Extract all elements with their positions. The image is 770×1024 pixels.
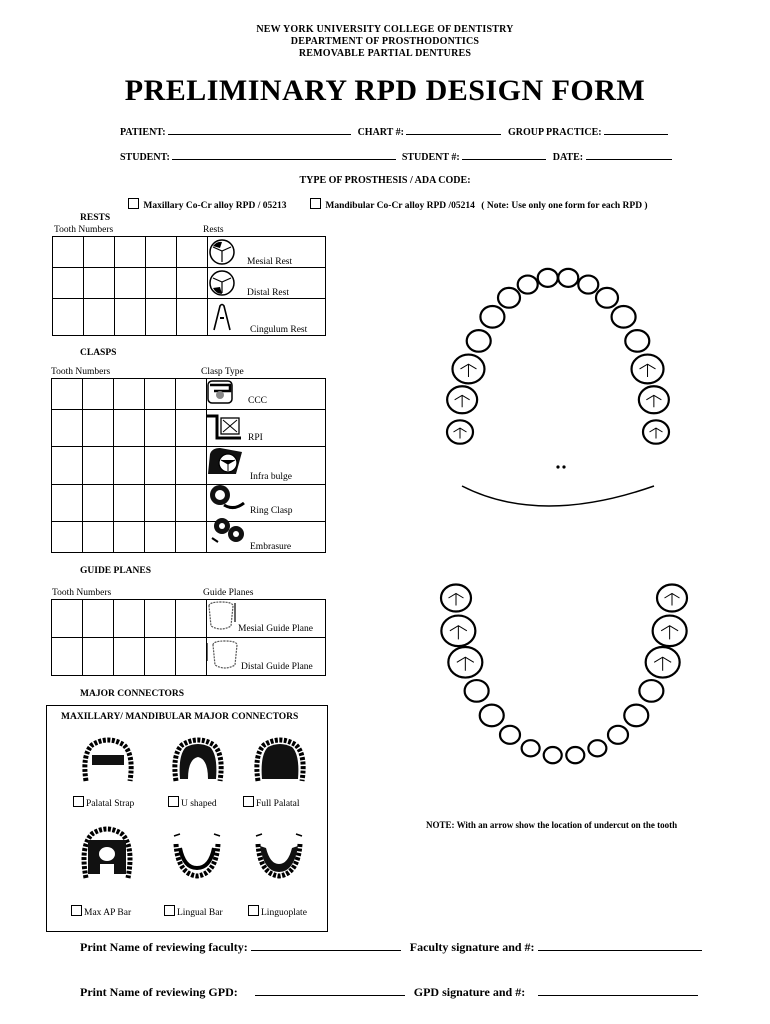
tooth-cell[interactable] (176, 379, 207, 410)
tooth-outline[interactable] (465, 680, 489, 702)
infra-bulge-label: Infra bulge (250, 472, 292, 482)
header-department: DEPARTMENT OF PROSTHODONTICS (290, 36, 480, 47)
full-palatal-checkbox[interactable] (243, 796, 254, 807)
u-shaped-icon (170, 735, 226, 785)
tooth-cell[interactable] (83, 600, 114, 638)
student-number-label: STUDENT #: (401, 152, 460, 163)
ring-clasp-icon (208, 483, 248, 513)
student-row (120, 149, 672, 163)
prosthesis-heading: TYPE OF PROSTHESIS / ADA CODE: (299, 175, 471, 186)
clasps-col-teeth: Tooth Numbers (51, 367, 111, 377)
max-ap-bar-option[interactable] (71, 905, 131, 918)
tooth-cell[interactable] (145, 379, 176, 410)
tooth-outline[interactable] (596, 288, 618, 308)
distal-rest-icon (208, 269, 238, 299)
tooth-cell[interactable] (176, 485, 207, 522)
tooth-outline[interactable] (558, 269, 578, 287)
tooth-cell[interactable] (176, 638, 207, 676)
chart-field[interactable] (406, 124, 501, 135)
rests-heading: RESTS (80, 213, 111, 223)
tooth-cell[interactable] (52, 485, 83, 522)
undercut-note: NOTE: With an arrow show the location of undercut on the tooth (426, 820, 678, 830)
rests-table (52, 236, 326, 336)
lingual-bar-option[interactable] (164, 905, 223, 918)
tooth-cell[interactable] (52, 379, 83, 410)
maxillary-label: Maxillary Co-Cr alloy RPD / 05213 (143, 201, 287, 211)
max-ap-bar-checkbox[interactable] (71, 905, 82, 916)
faculty-name-field[interactable] (251, 938, 401, 951)
tooth-outline[interactable] (522, 740, 540, 756)
linguoplate-option[interactable] (248, 905, 307, 918)
guide-planes-col-type: Guide Planes (203, 588, 254, 598)
patient-row (120, 124, 668, 138)
tooth-cell[interactable] (114, 600, 145, 638)
ring-clasp-label: Ring Clasp (250, 506, 293, 516)
cingulum-rest-icon (208, 302, 238, 332)
rpi-clasp-icon (205, 412, 245, 442)
clasps-table (51, 378, 326, 553)
tooth-cell[interactable] (83, 410, 114, 447)
embrasure-label: Embrasure (250, 542, 292, 552)
tooth-outline[interactable] (518, 276, 538, 294)
max-ap-bar-icon (78, 824, 136, 882)
gpd-signature-field[interactable] (538, 983, 698, 996)
tooth-cell[interactable] (145, 410, 176, 447)
tooth-cell[interactable] (145, 600, 176, 638)
tooth-outline[interactable] (480, 306, 504, 328)
tooth-cell[interactable] (176, 410, 207, 447)
tooth-cell[interactable] (145, 485, 176, 522)
tooth-cell[interactable] (114, 522, 145, 553)
max-ap-bar-label: Max AP Bar (84, 908, 132, 918)
tooth-cell[interactable] (145, 447, 176, 485)
gpd-name-label: Print Name of reviewing GPD: (80, 985, 238, 999)
tooth-outline[interactable] (588, 740, 606, 756)
tooth-cell[interactable] (176, 522, 207, 553)
tooth-cell[interactable] (83, 522, 114, 553)
group-practice-label: GROUP PRACTICE: (507, 127, 602, 138)
major-connectors-heading: MAJOR CONNECTORS (80, 689, 185, 699)
full-palatal-label: Full Palatal (256, 799, 300, 809)
tooth-cell[interactable] (53, 268, 84, 299)
tooth-cell[interactable] (84, 237, 115, 268)
mesial-guide-plane-label: Mesial Guide Plane (238, 624, 313, 634)
tooth-cell[interactable] (83, 379, 114, 410)
gpd-name-field[interactable] (255, 983, 405, 996)
tooth-cell[interactable] (115, 268, 146, 299)
mandibular-label: Mandibular Co-Cr alloy RPD /05214 (325, 201, 475, 211)
rpi-label: RPI (248, 433, 263, 443)
prosthesis-note: ( Note: Use only one form for each RPD ) (481, 201, 648, 211)
tooth-cell[interactable] (52, 638, 83, 676)
tooth-cell[interactable] (114, 379, 145, 410)
tooth-outline[interactable] (639, 680, 663, 702)
maxillary-arch-chart[interactable] (440, 262, 690, 517)
tooth-cell[interactable] (114, 638, 145, 676)
linguoplate-label: Linguoplate (261, 908, 307, 918)
tooth-cell[interactable] (176, 600, 207, 638)
tooth-outline[interactable] (544, 747, 562, 763)
tooth-outline[interactable] (625, 330, 649, 352)
guide-planes-heading: GUIDE PLANES (80, 566, 151, 576)
lingual-bar-label: Lingual Bar (177, 908, 223, 918)
tooth-cell[interactable] (146, 268, 177, 299)
u-shaped-label: U shaped (181, 799, 217, 809)
tooth-cell[interactable] (52, 447, 83, 485)
page-title: PRELIMINARY RPD DESIGN FORM (124, 74, 646, 107)
ccc-label: CCC (248, 396, 268, 406)
ccc-clasp-icon (206, 379, 236, 407)
mesial-rest-icon (208, 238, 238, 268)
rests-col-teeth: Tooth Numbers (54, 225, 114, 235)
full-palatal-option[interactable] (243, 796, 300, 809)
gpd-name-row (80, 983, 698, 1000)
tooth-cell[interactable] (177, 299, 208, 336)
u-shaped-checkbox[interactable] (168, 796, 179, 807)
tooth-outline[interactable] (538, 269, 558, 287)
palatal-strap-option[interactable] (73, 796, 134, 809)
faculty-name-label: Print Name of reviewing faculty: (80, 940, 248, 954)
tooth-outline[interactable] (500, 726, 520, 744)
tooth-outline[interactable] (498, 288, 520, 308)
tooth-outline[interactable] (480, 705, 504, 727)
tooth-cell[interactable] (146, 237, 177, 268)
mesial-guide-plane-icon (205, 600, 239, 634)
chart-label: CHART #: (357, 127, 404, 138)
lingual-bar-icon (168, 830, 226, 882)
embrasure-clasp-icon (208, 516, 248, 546)
guide-planes-col-teeth: Tooth Numbers (52, 588, 112, 598)
u-shaped-option[interactable] (168, 796, 217, 809)
mandibular-option[interactable] (310, 198, 648, 211)
cingulum-rest-label: Cingulum Rest (250, 325, 308, 335)
faculty-name-row (80, 938, 702, 955)
tooth-cell[interactable] (145, 638, 176, 676)
mandibular-arch-chart[interactable] (436, 568, 696, 798)
palatal-strap-icon (80, 735, 136, 785)
date-field[interactable] (586, 149, 672, 160)
tooth-cell[interactable] (83, 485, 114, 522)
maxillary-teeth (447, 269, 669, 444)
tooth-cell[interactable] (83, 447, 114, 485)
header-institution: NEW YORK UNIVERSITY COLLEGE OF DENTISTRY (256, 24, 514, 35)
mandibular-teeth (441, 585, 687, 764)
palatal-strap-label: Palatal Strap (86, 799, 135, 809)
full-palatal-icon (252, 735, 308, 785)
date-label: DATE: (552, 152, 584, 163)
tooth-cell[interactable] (114, 410, 145, 447)
maxillary-checkbox[interactable] (128, 198, 139, 209)
tooth-cell[interactable] (53, 237, 84, 268)
lingual-bar-checkbox[interactable] (164, 905, 175, 916)
linguoplate-checkbox[interactable] (248, 905, 259, 916)
student-label: STUDENT: (120, 152, 170, 163)
tooth-cell[interactable] (53, 299, 84, 336)
tooth-cell[interactable] (83, 638, 114, 676)
tooth-outline[interactable] (467, 330, 491, 352)
linguoplate-icon (250, 830, 308, 882)
tooth-cell[interactable] (176, 447, 207, 485)
tooth-outline[interactable] (624, 705, 648, 727)
tooth-outline[interactable] (608, 726, 628, 744)
tooth-cell[interactable] (52, 600, 83, 638)
clasps-col-type: Clasp Type (201, 367, 244, 377)
rests-col-type: Rests (203, 225, 224, 235)
tooth-cell[interactable] (84, 268, 115, 299)
gpd-signature-label: GPD signature and #: (413, 985, 526, 999)
tooth-cell[interactable] (84, 299, 115, 336)
faculty-signature-field[interactable] (538, 938, 702, 951)
tooth-cell[interactable] (115, 237, 146, 268)
tooth-cell[interactable] (145, 522, 176, 553)
header-section: REMOVABLE PARTIAL DENTURES (298, 48, 472, 59)
faculty-signature-label: Faculty signature and #: (409, 940, 535, 954)
tooth-cell[interactable] (177, 268, 208, 299)
tooth-cell[interactable] (52, 522, 83, 553)
mandibular-checkbox[interactable] (310, 198, 321, 209)
distal-guide-plane-label: Distal Guide Plane (241, 662, 313, 672)
tooth-cell[interactable] (177, 237, 208, 268)
tooth-cell[interactable] (146, 299, 177, 336)
tooth-cell[interactable] (52, 410, 83, 447)
tooth-outline[interactable] (612, 306, 636, 328)
student-field[interactable] (172, 149, 396, 160)
group-practice-field[interactable] (604, 124, 668, 135)
patient-field[interactable] (168, 124, 351, 135)
palatal-strap-checkbox[interactable] (73, 796, 84, 807)
tooth-outline[interactable] (578, 276, 598, 294)
tooth-outline[interactable] (566, 747, 584, 763)
tooth-cell[interactable] (115, 299, 146, 336)
distal-rest-label: Distal Rest (247, 288, 289, 298)
major-connectors-box-title: MAXILLARY/ MANDIBULAR MAJOR CONNECTORS (61, 712, 299, 722)
mesial-rest-label: Mesial Rest (247, 257, 293, 267)
patient-label: PATIENT: (120, 127, 166, 138)
distal-guide-plane-icon (205, 639, 241, 673)
tooth-cell[interactable] (114, 447, 145, 485)
clasps-heading: CLASPS (80, 348, 117, 358)
infra-bulge-clasp-icon (206, 446, 246, 478)
maxillary-option[interactable] (128, 198, 286, 211)
tooth-cell[interactable] (114, 485, 145, 522)
student-number-field[interactable] (462, 149, 546, 160)
